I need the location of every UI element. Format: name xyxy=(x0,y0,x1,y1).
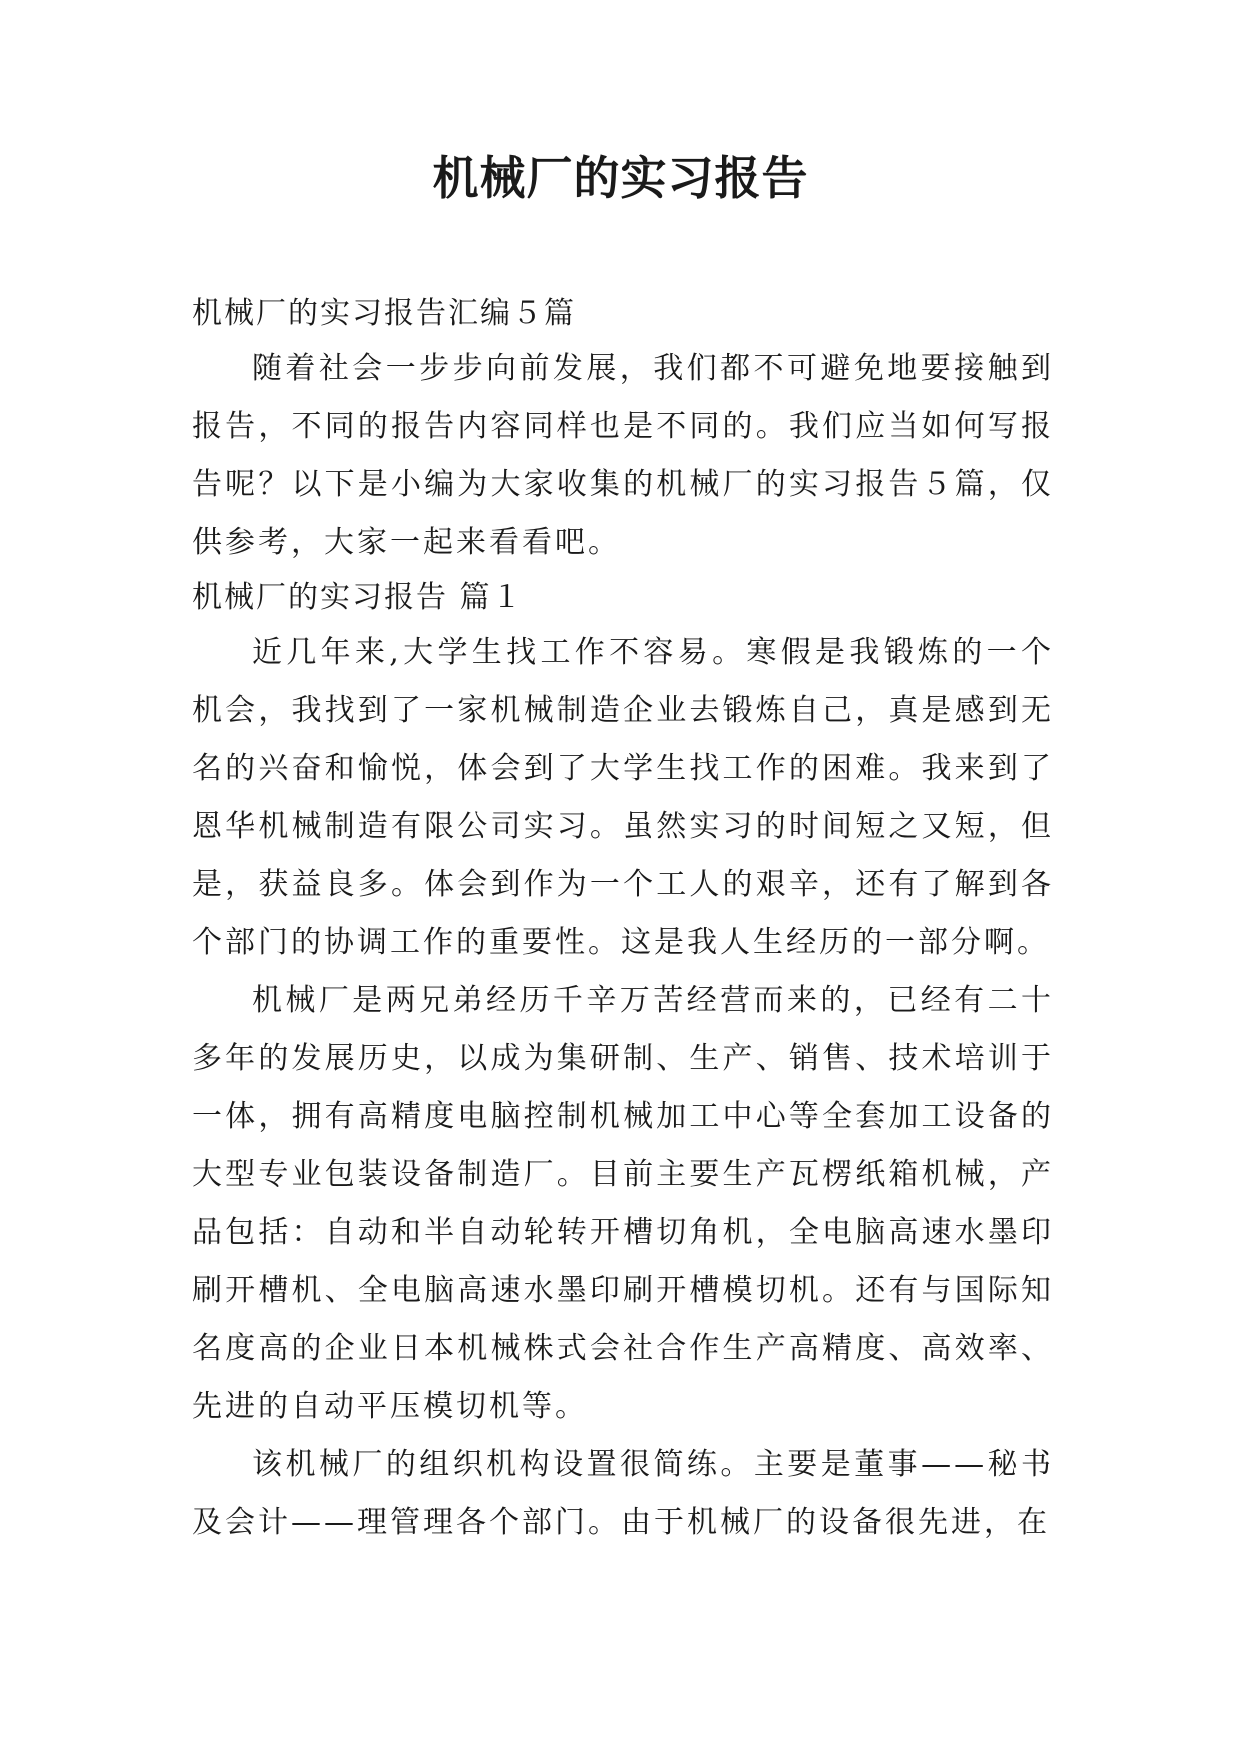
body-paragraph-2: 机械厂是两兄弟经历千辛万苦经营而来的，已经有二十多年的发展历史，以成为集研制、生产、销售、技术培训于一体，拥有高精度电脑控制机械加工中心等全套加工设备的大型专业包装设备制造厂。目前主要生产瓦楞纸箱机械，产品包括：自动和半自动轮转开槽切角机，全电脑高速水墨印刷开槽机、全电脑高速水墨印刷开槽模切机。还有与国际知名度高的企业日本机械株式会社合作生产高精度、高效率、先进的自动平压模切机等。 xyxy=(192,983,1054,1424)
document-subtitle: 机械厂的实习报告汇编５篇 xyxy=(192,296,576,331)
section-heading: 机械厂的实习报告 篇１ xyxy=(192,580,524,615)
intro-paragraph: 随着社会一步步向前发展，我们都不可避免地要接触到报告，不同的报告内容同样也是不同的。我们应当如何写报告呢？以下是小编为大家收集的机械厂的实习报告５篇，仅供参考，大家一起来看看吧。 xyxy=(192,351,1054,560)
document-title: 机械厂的实习报告 xyxy=(432,151,809,205)
body-paragraph-1: 近几年来,大学生找工作不容易。寒假是我锻炼的一个机会，我找到了一家机械制造企业去锻炼自己，真是感到无名的兴奋和愉悦，体会到了大学生找工作的困难。我来到了恩华机械制造有限公司实习。虽然实习的时间短之又短，但是，获益良多。体会到作为一个工人的艰辛，还有了解到各个部门的协调工作的重要性。这是我人生经历的一部分啊。 xyxy=(192,635,1054,960)
document-body xyxy=(192,288,1054,1552)
body-paragraph-3: 该机械厂的组织机构设置很简练。主要是董事——秘书及会计——理管理各个部门。由于机械厂的设备很先进，在 xyxy=(192,1447,1054,1540)
